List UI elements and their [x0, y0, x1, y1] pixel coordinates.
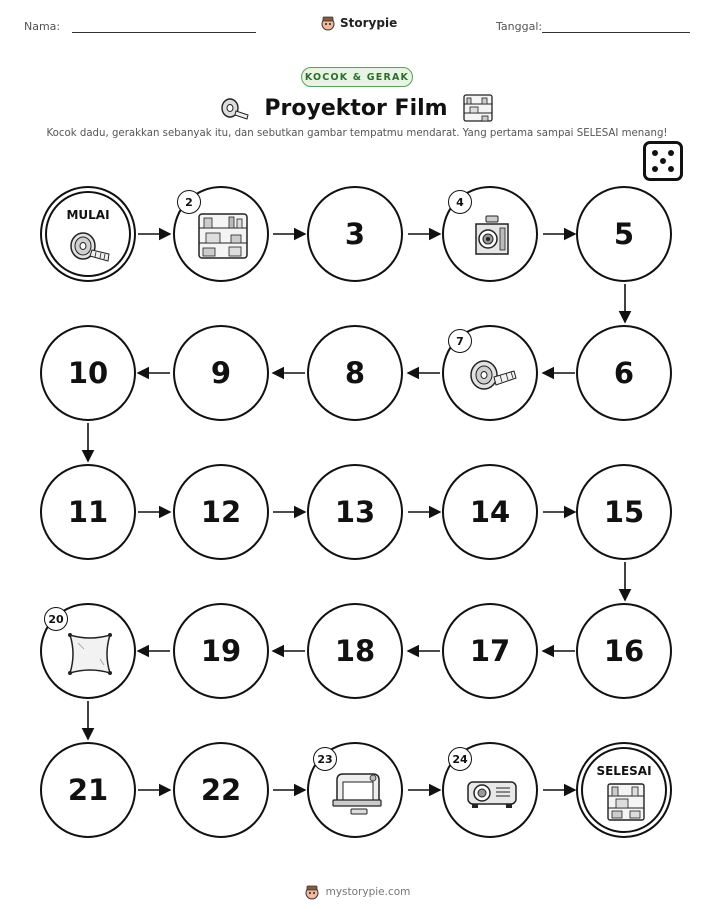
space-number: 13 — [334, 495, 376, 529]
space-number: 6 — [613, 356, 635, 390]
board-space-22 — [173, 742, 269, 838]
space-number-badge: 24 — [448, 747, 472, 771]
game-type-badge: KOCOK & GERAK — [301, 67, 413, 87]
date-label: Tanggal: — [496, 20, 543, 33]
finish-space — [576, 742, 672, 838]
footer — [0, 884, 714, 900]
space-number: 3 — [344, 217, 366, 251]
space-number: 11 — [67, 495, 109, 529]
film-projector-box-icon — [470, 214, 514, 258]
film-reel-icon — [68, 228, 112, 264]
board-space-21 — [40, 742, 136, 838]
board-space-8 — [307, 325, 403, 421]
space-number: 5 — [613, 217, 635, 251]
space-number-badge: 23 — [313, 747, 337, 771]
space-number-badge: 4 — [448, 190, 472, 214]
board-space-13 — [307, 464, 403, 560]
instructions-text: Kocok dadu, gerakkan sebanyak itu, dan sebutkan gambar tempatmu mendarat. Yang pertama sampai SELESAI menang! — [46, 128, 668, 139]
board-space-19 — [173, 603, 269, 699]
board-space-6 — [576, 325, 672, 421]
board-space-11 — [40, 464, 136, 560]
board-space-9 — [173, 325, 269, 421]
board-space-18 — [307, 603, 403, 699]
space-number: 17 — [469, 634, 511, 668]
board-space-5 — [576, 186, 672, 282]
footer-site: mystorypie.com — [325, 886, 411, 898]
space-number-badge: 7 — [448, 329, 472, 353]
start-label: MULAI — [66, 208, 110, 222]
space-number-badge: 2 — [177, 190, 201, 214]
workshop-shelf-icon — [197, 212, 249, 260]
space-number: 21 — [67, 773, 109, 807]
space-number: 12 — [200, 495, 242, 529]
space-number: 8 — [344, 356, 366, 390]
space-number: 16 — [603, 634, 645, 668]
film-reel-icon — [468, 357, 518, 393]
space-number: 14 — [469, 495, 511, 529]
board-space-17 — [442, 603, 538, 699]
start-space — [40, 186, 136, 282]
board-space-12 — [173, 464, 269, 560]
projection-screen-cloth-icon — [64, 629, 116, 679]
brand-name: Storypie — [340, 16, 398, 30]
board-space-16 — [576, 603, 672, 699]
space-number: 18 — [334, 634, 376, 668]
finish-label: SELESAI — [596, 764, 652, 778]
name-label: Nama: — [24, 20, 61, 33]
storypie-mascot-icon — [304, 884, 320, 900]
space-number: 10 — [67, 356, 109, 390]
space-number: 9 — [210, 356, 232, 390]
space-number: 15 — [603, 495, 645, 529]
video-projector-icon — [464, 776, 520, 812]
workshop-shelf-icon — [606, 782, 646, 822]
board-space-15 — [576, 464, 672, 560]
board-space-3 — [307, 186, 403, 282]
sewing-machine-icon — [329, 770, 385, 816]
page-title: Proyektor Film — [264, 95, 448, 121]
board-space-10 — [40, 325, 136, 421]
space-number: 22 — [200, 773, 242, 807]
space-number: 19 — [200, 634, 242, 668]
board-space-14 — [442, 464, 538, 560]
space-number-badge: 20 — [44, 607, 68, 631]
